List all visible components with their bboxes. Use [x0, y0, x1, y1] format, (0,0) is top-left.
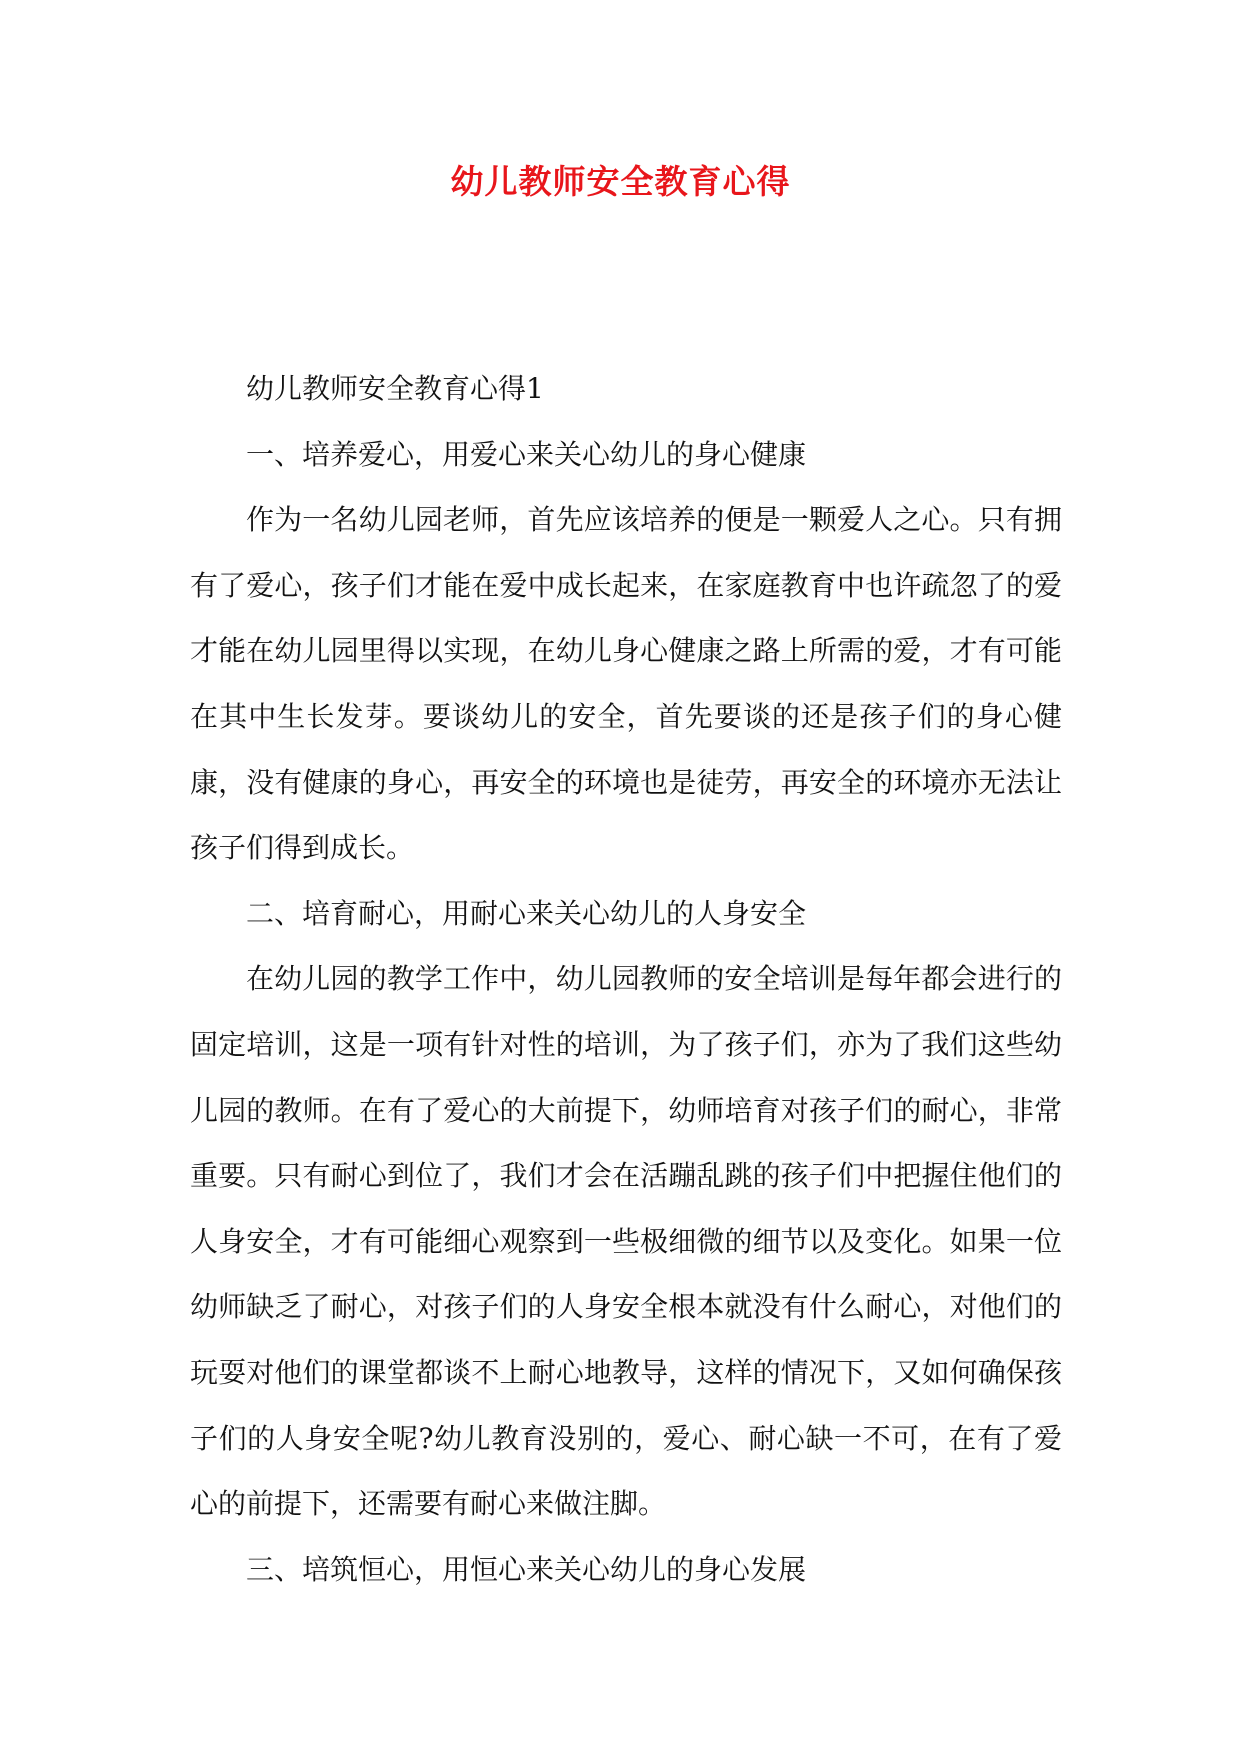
paragraph-2: 在幼儿园的教学工作中，幼儿园教师的安全培训是每年都会进行的固定培训，这是一项有针对性的培训，为了孩子们，亦为了我们这些幼儿园的教师。在有了爱心的大前提下，幼师培育对孩子们的耐心，非常重要。只有耐心到位了，我们才会在活蹦乱跳的孩子们中把握住他们的人身安全，才有可能细心观察到一些极细微的细节以及变化。如果一位幼师缺乏了耐心，对孩子们的人身安全根本就没有什么耐心，对他们的玩耍对他们的课堂都谈不上耐心地教导，这样的情况下，又如何确保孩子们的人身安全呢?幼儿教育没别的，爱心、耐心缺一不可，在有了爱心的前提下，还需要有耐心来做注脚。 — [190, 962, 1062, 1521]
section-heading-main: 幼儿教师安全教育心得1 — [246, 372, 544, 405]
section-heading-2: 二、培育耐心，用耐心来关心幼儿的人身安全 — [246, 896, 807, 930]
section-heading-1: 一、培养爱心，用爱心来关心幼儿的身心健康 — [246, 437, 807, 471]
paragraph-1: 作为一名幼儿园老师，首先应该培养的便是一颗爱人之心。只有拥有了爱心，孩子们才能在爱中成长起来，在家庭教育中也许疏忽了的爱才能在幼儿园里得以实现，在幼儿身心健康之路上所需的爱，才有可能在其中生长发芽。要谈幼儿的安全，首先要谈的还是孩子们的身心健康，没有健康的身心，再安全的环境也是徒劳，再安全的环境亦无法让孩子们得到成长。 — [190, 503, 1062, 865]
document-title: 幼儿教师安全教育心得 — [450, 162, 791, 201]
document-body — [190, 356, 1062, 1602]
section-heading-3: 三、培筑恒心，用恒心来关心幼儿的身心发展 — [246, 1552, 807, 1586]
